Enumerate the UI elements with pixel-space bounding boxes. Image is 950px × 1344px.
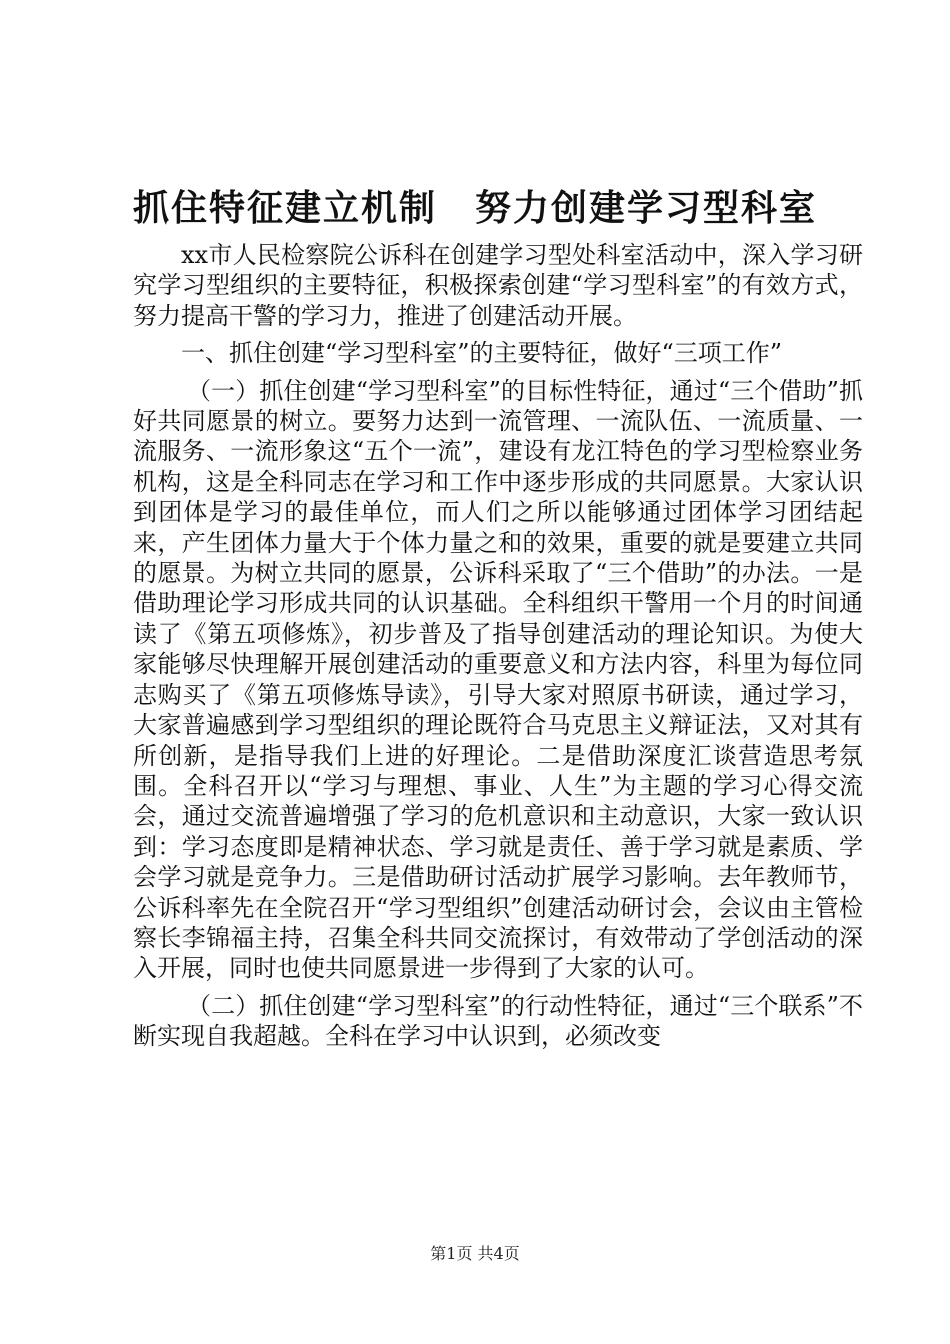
document-title: 抓住特征建立机制 努力创建学习型科室 xyxy=(132,188,817,229)
subsection-paragraph-2: （二）抓住创建“学习型科室”的行动性特征，通过“三个联系”不断实现自我超越。全科在学习中认识到，必须改变 xyxy=(133,991,863,1051)
page-number-footer: 第1页 共4页 xyxy=(430,1244,520,1263)
document-body xyxy=(133,240,863,1052)
section-heading-1: 一、抓住创建“学习型科室”的主要特征，做好“三项工作” xyxy=(181,339,783,368)
intro-paragraph: xx市人民检察院公诉科在创建学习型处科室活动中，深入学习研究学习型组织的主要特征，积极探索创建“学习型科室”的有效方式，努力提高干警的学习力，推进了创建活动开展。 xyxy=(133,241,863,330)
subsection-paragraph-1: （一）抓住创建“学习型科室”的目标性特征，通过“三个借助”抓好共同愿景的树立。要努力达到一流管理、一流队伍、一流质量、一流服务、一流形象这“五个一流”，建设有龙江特色的学习型检察业务机构，这是全科同志在学习和工作中逐步形成的共同愿景。大家认识到团体是学习的最佳单位，而人们之所以能够通过团体学习团结起来，产生团体力量大于个体力量之和的效果，重要的就是要建立共同的愿景。为树立共同的愿景，公诉科采取了“三个借助”的办法。一是借助理论学习形成共同的认识基础。全科组织干警用一个月的时间通读了《第五项修炼》，初步普及了指导创建活动的理论知识。为使大家能够尽快理解开展创建活动的重要意义和方法内容，科里为每位同志购买了《第五项修炼导读》，引导大家对照原书研读，通过学习，大家普遍感到学习型组织的理论既符合马克思主义辩证法，又对其有所创新，是指导我们上进的好理论。二是借助深度汇谈营造思考氛围。全科召开以“学习与理想、事业、人生”为主题的学习心得交流会，通过交流普遍增强了学习的危机意识和主动意识，大家一致认识到：学习态度即是精神状态、学习就是责任、善于学习就是素质、学会学习就是竞争力。三是借助研讨活动扩展学习影响。去年教师节，公诉科率先在全院召开“学习型组织”创建活动研讨会，会议由主管检察长李锦福主持，召集全科共同交流探讨，有效带动了学创活动的深入开展，同时也使共同愿景进一步得到了大家的认可。 xyxy=(133,376,863,983)
